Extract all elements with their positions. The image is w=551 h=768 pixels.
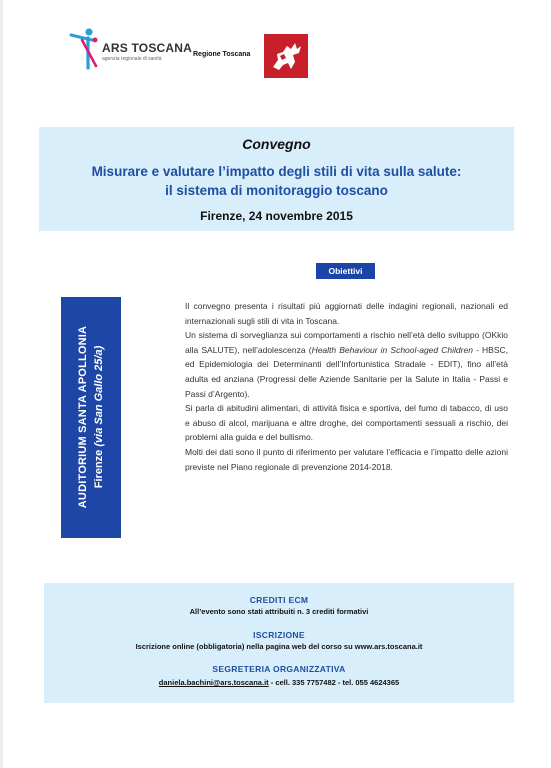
objectives-text	[185, 299, 508, 474]
info-footer	[44, 583, 514, 703]
objectives-paragraph-2	[185, 328, 508, 401]
secretariat-phone: - cell. 335 7757482 - tel. 055 4624365	[268, 678, 400, 687]
ars-logo-tagline: agenzia regionale di sanità	[102, 56, 162, 62]
paragraph-2-part-c: - HBSC, ed Epidemiologia dei Determinanti dell’Infortunistica Stradale - EDIT), fino all’età adulta ed anziana (Progressi delle Aziende Sanitarie per la Salute in Italia - Passi e Passi d’Argento).	[185, 344, 509, 399]
registration-text: Iscrizione online (obbligatoria) nella pagina web del corso su www.ars.toscana.it	[135, 642, 423, 651]
objectives-paragraph-3: Si parla di abitudini alimentari, di attività fisica e sportiva, del fumo di tabacco, di uso e abuso di alcol, marijuana e altre droghe, dei comportamenti sessuali a rischio, dei problemi alla guida e del bullismo.	[185, 403, 508, 443]
pegasus-emblem-icon	[264, 34, 308, 78]
ars-toscana-logo	[68, 26, 192, 70]
credits-heading: CREDITI ECM	[249, 595, 309, 605]
venue-city: Firenze	[93, 449, 105, 489]
objectives-label: Obiettivi	[316, 263, 375, 279]
event-title	[39, 162, 514, 200]
secretariat-email-link[interactable]: daniela.bachini@ars.toscana.it	[158, 678, 269, 687]
registration-heading: ISCRIZIONE	[253, 630, 305, 640]
event-date: Firenze, 24 novembre 2015	[200, 209, 353, 223]
venue-name: AUDITORIUM SANTA APOLLONIA	[77, 325, 89, 509]
venue-box	[61, 297, 121, 538]
event-kicker: Convegno	[242, 136, 311, 152]
secretariat-contact	[44, 678, 514, 687]
credits-text: All’evento sono stati attribuiti n. 3 crediti formativi	[189, 607, 369, 616]
paragraph-2-study-name: Health Behaviour in School-aged Children	[311, 344, 473, 355]
secretariat-heading: SEGRETERIA ORGANIZZATIVA	[212, 664, 346, 674]
event-header	[39, 127, 514, 231]
objectives-paragraph-1: Il convegno presenta i risultati più aggiornati delle indagini regionali, nazionali ed internazionali sugli stili di vita in Toscana.	[185, 301, 508, 326]
venue-address	[93, 326, 105, 508]
event-title-line1: Misurare e valutare l’impatto degli stili di vita sulla salute:	[91, 164, 462, 179]
objectives-paragraph-4: Molti dei dati sono il punto di riferimento per valutare l’efficacia e l’impatto delle azioni previste nel Piano regionale di prevenzione 2014-2018.	[185, 446, 508, 472]
venue-street: (via San Gallo 25/a)	[93, 345, 105, 447]
ars-logo-name: ARS TOSCANA	[102, 41, 192, 55]
venue-text	[77, 326, 105, 508]
region-name: Regione Toscana	[193, 51, 251, 58]
page-edge	[0, 0, 3, 768]
event-title-line2: il sistema di monitoraggio toscano	[165, 183, 388, 198]
paragraph-2-part-a: Un sistema di sorveglianza sui comportamenti a rischio nell’età dello sviluppo (OKkio alla SALUTE), nell’adolescenza (	[185, 330, 508, 355]
